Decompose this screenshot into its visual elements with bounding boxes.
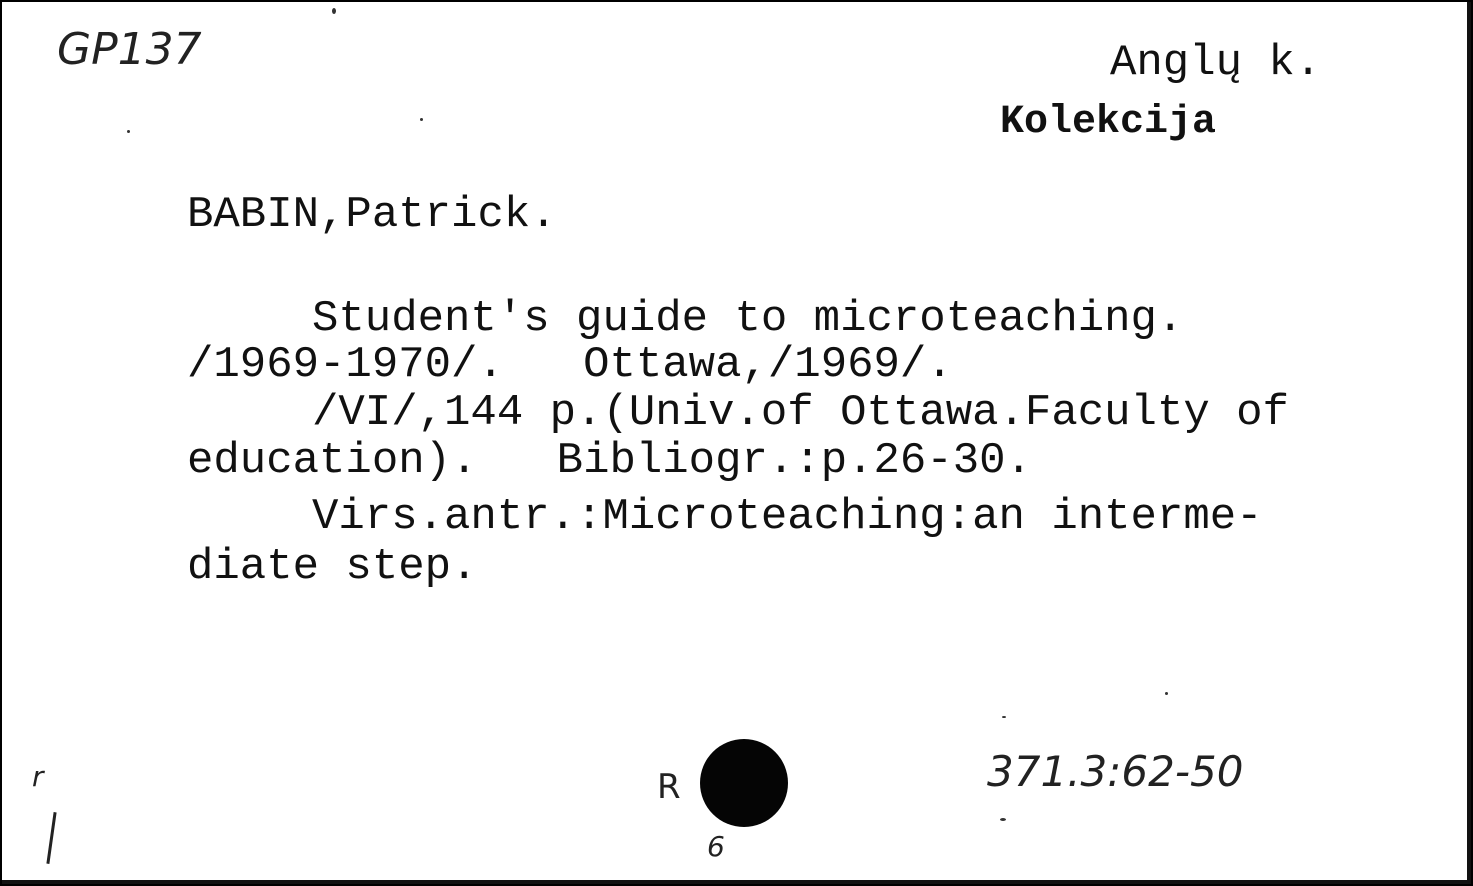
speck	[1165, 692, 1168, 695]
handwritten-mark-left: r	[32, 760, 44, 793]
cover-title-continuation-line: diate step.	[187, 542, 478, 592]
cover-title-line: Virs.antr.:Microteaching:an interme-	[312, 492, 1263, 542]
catalog-card	[2, 2, 1471, 884]
punched-dot	[700, 739, 788, 827]
speck	[127, 130, 130, 133]
language-label: Anglų k.	[1110, 38, 1322, 88]
speck	[1002, 716, 1006, 718]
series-bibliography-line: education). Bibliogr.:p.26-30.	[187, 436, 1032, 486]
speck	[420, 118, 423, 121]
call-number: GP137	[57, 24, 202, 75]
classification-number: 371.3:62-50	[987, 747, 1244, 796]
date-place-line: /1969-1970/. Ottawa,/1969/.	[187, 340, 953, 390]
speck	[332, 8, 336, 14]
author-heading: BABIN,Patrick.	[187, 190, 557, 240]
handwritten-bottom-mark: 6	[707, 830, 725, 863]
pagination-line: /VI/,144 p.(Univ.of Ottawa.Faculty of	[312, 388, 1289, 438]
title-line: Student's guide to microteaching.	[312, 294, 1184, 344]
speck	[1000, 818, 1006, 821]
collection-label: Kolekcija	[1000, 100, 1217, 145]
handwritten-slash-mark	[46, 812, 56, 864]
handwritten-r-mark: R	[657, 767, 681, 807]
